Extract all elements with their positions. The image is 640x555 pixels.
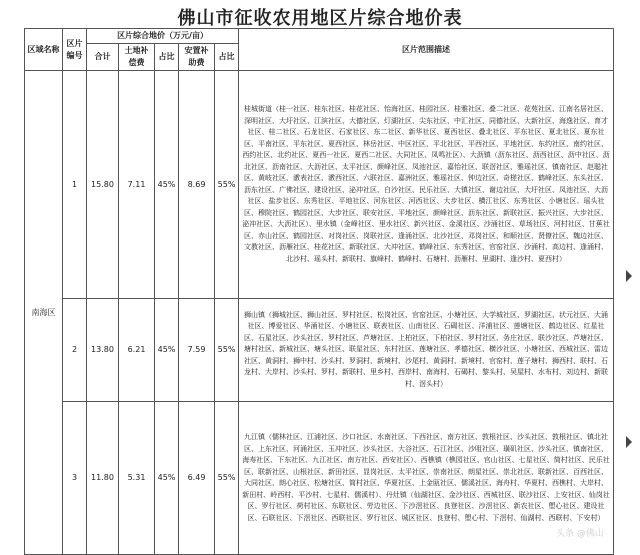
resettle-cell: 7.59: [179, 299, 215, 402]
header-total: 合计: [87, 44, 119, 71]
resettle-cell: 8.69: [179, 71, 215, 299]
header-district: 区域名称: [25, 29, 63, 71]
header-price-group: 区片综合地价（万元/亩）: [87, 29, 239, 44]
resettle-pct-cell: 55%: [215, 402, 239, 555]
total-cell: 11.80: [87, 402, 119, 555]
total-cell: 13.80: [87, 299, 119, 402]
land-comp-cell: 6.21: [119, 299, 155, 402]
watermark: 头条 @佛山: [556, 529, 604, 539]
right-arrow-marker: [626, 436, 632, 448]
table-row: [25, 299, 614, 402]
header-land-comp: 土地补偿费: [119, 44, 155, 71]
land-comp-cell: 7.11: [119, 71, 155, 299]
header-land-pct: 占比: [155, 44, 179, 71]
resettle-cell: 6.49: [179, 402, 215, 555]
header-resettle: 安置补助费: [179, 44, 215, 71]
desc-cell: 九江镇（儒林社区、江浦社区、沙口社区、水南社区、下西社区、南方社区、敦根社区、沙头社区、敦根社区、镇北社区、上东社区、河涌社区、玉冲社区、沙头社区、大谷社区、石江社区、沙咀社区、璜矶社区、沙头社区、镇南社区、海寿社区、下东社区、九江社区、南方社区、西安社区）、西樵镇（樵园社区、官山社区、七星社区、简村社区、民乐社区、联新社区、山根社区、新田社区、显岗社区、太平社区、崇南社区、朗星社区、崇北社区、联新社区、百西社区、大同社区、朗心社区、松塘社区、简村社区、华夏社区、上金瓯社区、儒溪社区、海舟村、华夏村、西樵村、大岸村、新田村、岭西村、平沙村、七星村、儒溪村）、丹灶镇（仙湖社区、金沙社区、西城社区、联沙社区、上安社区、仙岗社区、罗行社区、荷村社区、东联社区、劳边社区、下沙滘社区、良登社区、沙滘社区、新农社区、塱心社区、建设社区、石联社区、下滘社区、西联社区、罗行社区、城区社区、良登村、塱心村、下滘村、仙湖村、西联村、下安村）: [239, 402, 614, 555]
desc-cell: 桂城街道（桂一社区、桂东社区、桂花社区、怡海社区、桂园社区、桂雅社区、叠二社区、花苑社区、江南名居社区、深明社区、大圩社区、江滨社区、大德社区、灯湖社区、尖东社区、中汇社区、同德社区、大新社区、海逸社区、育才社区、桂二社区、石龙社区、石家社区、东二社区、新华社区、夏西社区、叠北社区、平东社区、夏北社区、夏东社区、平南社区、平东社区、夏西社区、林岳社区、中区社区、平北社区、平西社区、平地社区、东约社区、南约社区、西约社区、北约社区、夏西一社区、夏西二社区、大同社区、凤鸣社区）、大沥镇（沥东社区、沥西社区、沥中社区、沥北社区、沥南社区、大沥社区、太平社区、颜峰社区、凤池社区、嘉怡社区、联滘社区、雅瑶社区、镇南社区、赵聪社区、黄岐社区、漖表社区、漖西社区、六联社区、嘉洲社区、雅瑶社区、钟边社区、奇槎社区、鹤峰社区、东头社区、沥东社区、广佛社区、建设社区、泌冲社区、白沙社区、民乐社区、大镇社区、谢边社区、大圩社区、凤池社区、大沥社区、盐步社区、东秀社区、平地社区、河东社区、河西社区、大步社区、横江社区、东秀社区、小塘社区、瑶头社区、穆院社区、鹤园社区、大步社区、联安社区、平地社区、颜峰社区、沥东社区、新联社区、振兴社区、大步社区、泌冲社区、大沥社区）、里水镇（金峰社区、里水社区、新兴社区、金溪社区、沙涌社区、草场社区、河村社区、甘蕉社区、赤山社区、鹤园社区、对岗社区、岗联社区、逢涌社区、北沙社区、邓岗社区、和顺社区、贤僚社区、魏边社区、文教社区、沥雁社区、桂花社区、新联社区、大冲社区、鹤峰社区、东秀社区、官窑社区、沙涌村、高边村、逢涌村、北沙村、瑶头村、新联村、旗峰村、鹤峰村、石塘村、沥雁村、里湖村、逢沙村、夏西村）: [239, 71, 614, 299]
header-zone-no: 区片编号: [63, 29, 87, 71]
land-price-table: [24, 28, 614, 555]
zone-no-cell: 1: [63, 71, 87, 299]
resettle-pct-cell: 55%: [215, 71, 239, 299]
land-comp-cell: 5.31: [119, 402, 155, 555]
header-resettle-pct: 占比: [215, 44, 239, 71]
land-pct-cell: 45%: [155, 299, 179, 402]
land-pct-cell: 45%: [155, 402, 179, 555]
district-cell: 南海区: [25, 71, 63, 555]
zone-no-cell: 2: [63, 299, 87, 402]
desc-cell: 狮山镇（狮城社区、狮山社区、罗村社区、松岗社区、官窑社区、小塘社区、大学城社区、罗湖社区、状元社区、大涌社区、博爱社区、华涌社区、小塘社区、联表社区、山南社区、石碣社区、洋浦社区、莲塘社区、鹤边社区、红星社区、石星社区、沙头社区、罗村社区、芦塘社区、上柏社区、下柏社区、罗村社区、务庄社区、联沙社区、芦塘社区、塘村社区、新城社区、塘头社区、联星社区、东村社区、莲塘社区、孝德社区、横沙社区、小塘社区、西城社区、雷边社区、黄洞村、狮中村、沙头村、罗洞村、新境村、沙尾村、黄洞村、新境村、官窑村、莲子塘村、狮西村、联村、石龙村、大岸村、沙头村、罗村、新联村、里乡村、西岸村、南海村、石碣村、黎头村、吴屋村、水布村、刘边村、新联村、滘头村）: [239, 299, 614, 402]
header-desc: 区片范围描述: [239, 29, 614, 71]
right-arrow-marker: [626, 270, 632, 282]
table-row: [25, 71, 614, 299]
page-title: 佛山市征收农用地区片综合地价表: [177, 8, 463, 29]
total-cell: 15.80: [87, 71, 119, 299]
land-pct-cell: 45%: [155, 71, 179, 299]
table-row: [25, 402, 614, 555]
zone-no-cell: 3: [63, 402, 87, 555]
resettle-pct-cell: 55%: [215, 299, 239, 402]
